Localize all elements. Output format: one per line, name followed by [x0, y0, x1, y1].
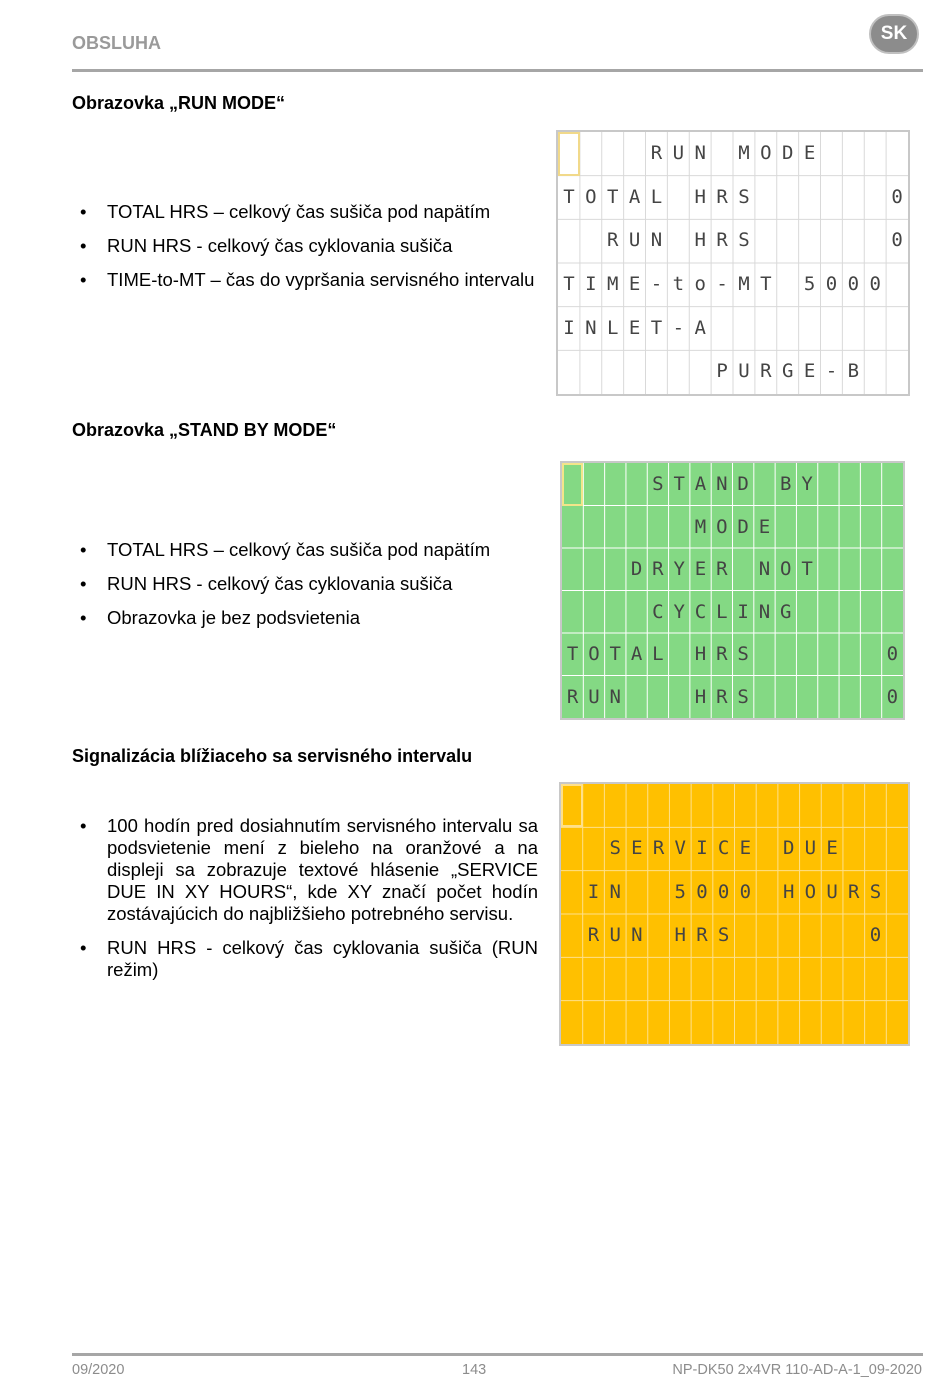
lcd-row: P U R G E - B — [716, 360, 860, 383]
footer-document-id: NP-DK50 2x4VR 110-AD-A-1_09-2020 — [672, 1362, 922, 1378]
footer-date: 09/2020 — [72, 1362, 125, 1378]
lcd-row: R U N M O D E — [650, 142, 816, 164]
lcd-row: S E R V I C E D U E — [609, 837, 838, 860]
section-heading: Obrazovka „RUN MODE“ — [72, 93, 286, 113]
lcd-row: T I M E - t o - M T 5 0 0 0 — [563, 273, 881, 295]
language-badge: SK — [869, 14, 919, 54]
lcd-row: R U N H R S 0 — [566, 685, 899, 708]
list-item: • Obrazovka je bez podsvietenia — [72, 607, 538, 629]
lcd-row: R U N H R S 0 — [606, 229, 903, 252]
footer-rule — [72, 1353, 923, 1356]
lcd-row: C Y C L I N G — [652, 600, 792, 623]
lcd-row: S T A N D B Y — [652, 473, 813, 495]
list-item: • RUN HRS - celkový čas cyklovania sušiča — [72, 235, 538, 257]
lcd-row: T O T A L H R S 0 — [566, 643, 899, 665]
lcd-row: D R Y E R N O T — [630, 558, 813, 580]
header-title: OBSLUHA — [72, 33, 161, 53]
lcd-row — [561, 784, 908, 827]
list-item: • 100 hodín pred dosiahnutím servisného intervalu sa podsvietenie mení z bieleho na oranžové a na displeji sa zobrazuje textové hlásenie „SERVICE DUE IN XY HOURS“, kde XY značí počet hodín zostávajúcich do najbližšieho potrebného servisu. — [72, 815, 538, 925]
section-heading: Obrazovka „STAND BY MODE“ — [72, 420, 337, 440]
lcd-display-service-due — [559, 782, 910, 1046]
lcd-row: M O D E — [694, 515, 771, 538]
lcd-row: I N L E T - A — [563, 316, 706, 339]
bullet-list — [72, 201, 538, 303]
bullet-list — [72, 815, 538, 993]
lcd-row: I N 5 0 0 0 H O U R S — [587, 880, 882, 903]
list-item: • TOTAL HRS – celkový čas sušiča pod napätím — [72, 539, 538, 561]
lcd-row: R U N H R S 0 — [587, 924, 882, 946]
bullet-list — [72, 539, 538, 641]
lcd-row — [561, 957, 908, 1000]
lcd-row — [561, 1001, 908, 1044]
lcd-display-run-mode — [556, 130, 910, 396]
list-item: • RUN HRS - celkový čas cyklovania sušiča — [72, 573, 538, 595]
header-rule — [72, 69, 923, 72]
section-heading: Signalizácia blížiaceho sa servisného intervalu — [72, 746, 473, 766]
list-item: • TOTAL HRS – celkový čas sušiča pod napätím — [72, 201, 538, 223]
list-item: • RUN HRS - celkový čas cyklovania sušiča (RUN režim) — [72, 937, 538, 981]
lcd-display-standby-mode — [560, 461, 905, 720]
list-item: • TIME-to-MT – čas do vypršania servisného intervalu — [72, 269, 538, 291]
lcd-row: T O T A L H R S 0 — [563, 185, 903, 208]
footer-page-number: 143 — [462, 1362, 487, 1378]
